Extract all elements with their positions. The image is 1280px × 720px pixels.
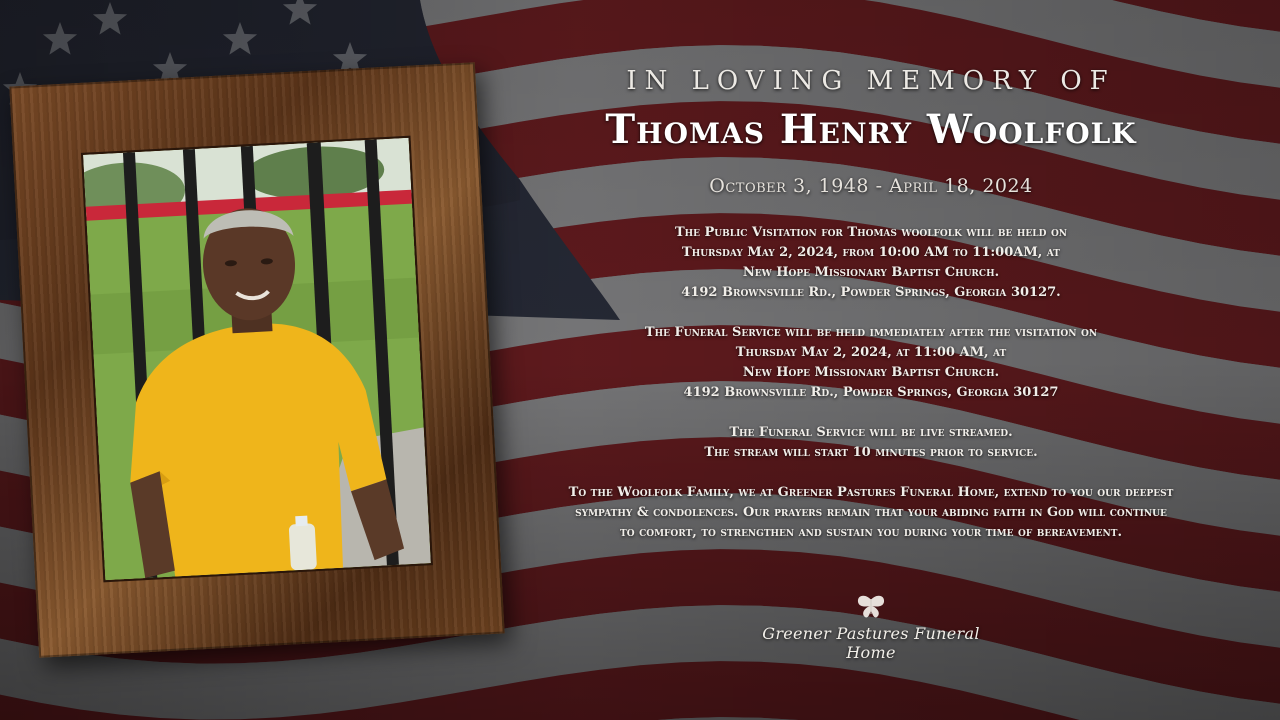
funeral-line: New Hope Missionary Baptist Church.	[742, 365, 1000, 380]
portrait-photo	[83, 138, 431, 580]
funeral-line: 4192 Brownsville Rd., Powder Springs, Georgia 30127	[683, 385, 1059, 400]
condolence-message	[496, 483, 1246, 543]
life-dates: October 3, 1948 - April 18, 2024	[709, 175, 1033, 197]
funeral-line: Thursday May 2, 2024, at 11:00 AM, at	[735, 345, 1007, 360]
condolence-line: sympathy & condolences. Our prayers remain that your abiding faith in God will continue	[575, 505, 1167, 520]
memorial-text	[496, 60, 1246, 543]
livestream-details	[496, 423, 1246, 463]
visitation-line: New Hope Missionary Baptist Church.	[742, 265, 1000, 280]
funeral-details	[496, 323, 1246, 403]
stream-line: The Funeral Service will be live streamed.	[729, 425, 1013, 440]
stream-line: The stream will start 10 minutes prior to service.	[704, 445, 1038, 460]
funeral-home-brand	[740, 594, 1002, 662]
funeral-line: The Funeral Service will be held immediately after the visitation on	[644, 325, 1098, 340]
condolence-line: to comfort, to strengthen and sustain you during your time of bereavement.	[620, 525, 1122, 540]
deceased-name: Thomas Henry Woolfolk	[605, 106, 1137, 153]
condolence-line: To the Woolfolk Family, we at Greener Pastures Funeral Home, extend to you our deepest	[568, 485, 1174, 500]
photo-frame	[9, 62, 504, 658]
visitation-line: Thursday May 2, 2024, from 10:00 AM to 11:00AM, at	[682, 245, 1060, 260]
funeral-home-name: Greener Pastures Funeral Home	[762, 624, 980, 662]
visitation-line: 4192 Brownsville Rd., Powder Springs, Georgia 30127.	[681, 285, 1061, 300]
visitation-details	[496, 223, 1246, 303]
visitation-line: The Public Visitation for Thomas woolfolk will be held on	[674, 225, 1068, 240]
butterfly-icon	[855, 594, 887, 620]
memorial-heading: IN LOVING MEMORY OF	[626, 66, 1116, 96]
